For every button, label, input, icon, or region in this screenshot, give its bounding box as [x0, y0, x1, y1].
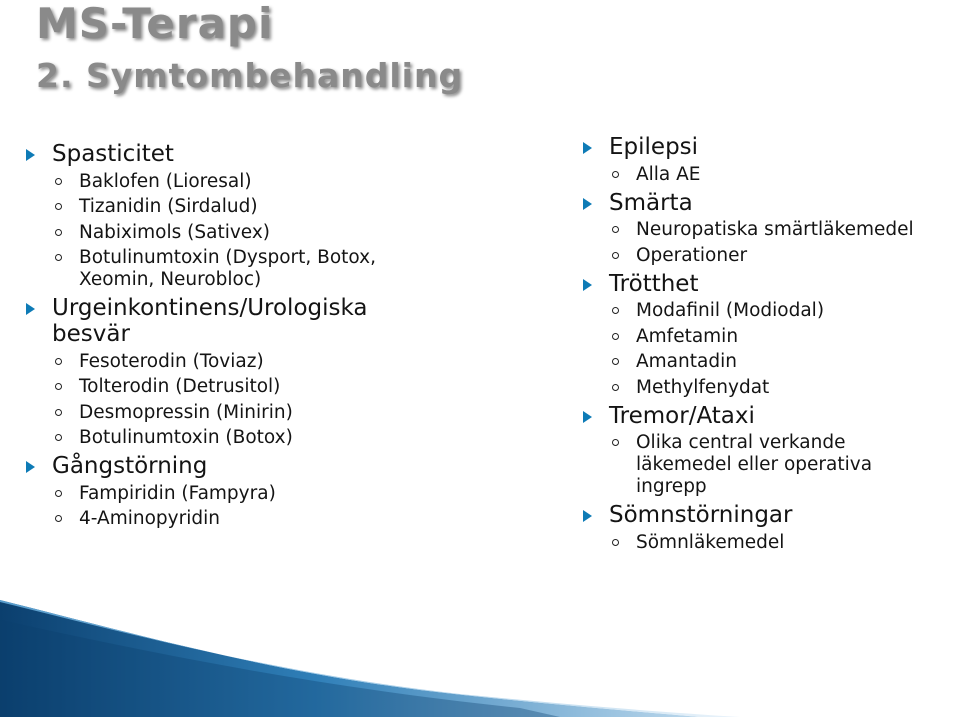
list-item — [583, 377, 960, 399]
circle-bullet-icon — [55, 490, 62, 497]
item-text: Desmopressin (Minirin) — [79, 401, 293, 423]
topic-heading: Trötthet — [609, 270, 699, 297]
circle-bullet-icon — [612, 252, 619, 259]
list-item — [583, 300, 960, 322]
list-item — [583, 219, 960, 241]
item-text: Botulinumtoxin (Dysport, Botox, Xeomin, Neurobloc) — [79, 247, 377, 290]
list-item — [26, 351, 466, 373]
topic-heading: Epilepsi — [609, 134, 699, 160]
circle-bullet-icon — [612, 226, 619, 233]
topic-heading: Gångstörning — [52, 453, 208, 479]
item-text: Amfetamin — [636, 325, 739, 347]
circle-bullet-icon — [55, 383, 62, 390]
item-text: Alla AE — [636, 163, 701, 185]
list-item — [26, 376, 466, 398]
arrow-bullet-icon — [583, 198, 592, 210]
topic-heading: Sömnstörningar — [609, 502, 793, 528]
list-item — [583, 532, 960, 554]
slide-subtitle: 2. Symtombehandling — [36, 56, 464, 95]
arrow-bullet-icon — [26, 303, 35, 315]
item-text: Tizanidin (Sirdalud) — [79, 196, 258, 217]
topic-somnstorningar — [583, 502, 960, 528]
list-item — [26, 402, 466, 424]
topic-heading: Spasticitet — [52, 141, 174, 167]
topic-heading: Smärta — [609, 189, 693, 216]
topic-heading: Urgeinkontinens/Urologiska besvär — [52, 295, 368, 347]
arrow-bullet-icon — [583, 510, 592, 522]
list-item — [26, 196, 466, 218]
circle-bullet-icon — [612, 358, 619, 365]
item-text: Sömnläkemedel — [636, 531, 785, 553]
circle-bullet-icon — [612, 384, 619, 391]
topic-tremor-ataxi — [583, 403, 960, 429]
topic-smarta — [583, 190, 960, 216]
item-text: Neuropatiska smärtläkemedel — [636, 219, 914, 240]
circle-bullet-icon — [55, 515, 62, 522]
item-text: Modafinil (Modiodal) — [636, 300, 825, 321]
list-item — [26, 171, 466, 193]
item-text: Methylfenydat — [636, 376, 770, 398]
arrow-bullet-icon — [26, 149, 35, 161]
circle-bullet-icon — [612, 171, 619, 178]
list-item — [26, 247, 409, 291]
circle-bullet-icon — [612, 307, 619, 314]
left-column — [26, 137, 466, 530]
list-item — [26, 427, 466, 449]
topic-spasticitet — [26, 141, 466, 167]
list-item — [26, 222, 466, 244]
wave-decoration — [0, 590, 960, 717]
list-item — [583, 351, 960, 373]
topic-urgeinkontinens — [26, 295, 422, 347]
circle-bullet-icon — [55, 229, 62, 236]
circle-bullet-icon — [55, 409, 62, 416]
circle-bullet-icon — [55, 358, 62, 365]
item-text: Amantadin — [636, 351, 737, 372]
list-item — [583, 326, 960, 348]
topic-heading: Tremor/Ataxi — [609, 402, 755, 429]
right-column — [583, 130, 960, 554]
item-text: Operationer — [636, 244, 748, 266]
circle-bullet-icon — [55, 254, 62, 261]
item-text: Fesoterodin (Toviaz) — [79, 350, 264, 372]
item-text: Nabiximols (Sativex) — [79, 221, 271, 243]
arrow-bullet-icon — [26, 461, 35, 473]
circle-bullet-icon — [55, 178, 62, 185]
arrow-bullet-icon — [583, 411, 592, 423]
arrow-bullet-icon — [583, 142, 592, 154]
list-item — [26, 508, 466, 530]
item-text: Tolterodin (Detrusitol) — [79, 376, 281, 397]
circle-bullet-icon — [55, 203, 62, 210]
item-text: Botulinumtoxin (Botox) — [79, 427, 293, 448]
circle-bullet-icon — [612, 539, 619, 546]
item-text: Baklofen (Lioresal) — [79, 170, 252, 192]
topic-gangstorning — [26, 453, 466, 479]
list-item — [26, 483, 466, 505]
circle-bullet-icon — [55, 434, 62, 441]
item-text: 4-Aminopyridin — [79, 508, 220, 529]
arrow-bullet-icon — [583, 279, 592, 291]
circle-bullet-icon — [612, 333, 619, 340]
topic-trotthet — [583, 271, 960, 297]
circle-bullet-icon — [612, 439, 619, 446]
topic-epilepsi — [583, 134, 960, 160]
list-item — [583, 245, 960, 267]
list-item — [583, 432, 921, 498]
slide-title: MS-Terapi — [36, 0, 274, 48]
item-text: Fampiridin (Fampyra) — [79, 482, 276, 504]
item-text: Olika central verkande läkemedel eller operativa ingrepp — [636, 432, 873, 497]
list-item — [583, 164, 960, 186]
